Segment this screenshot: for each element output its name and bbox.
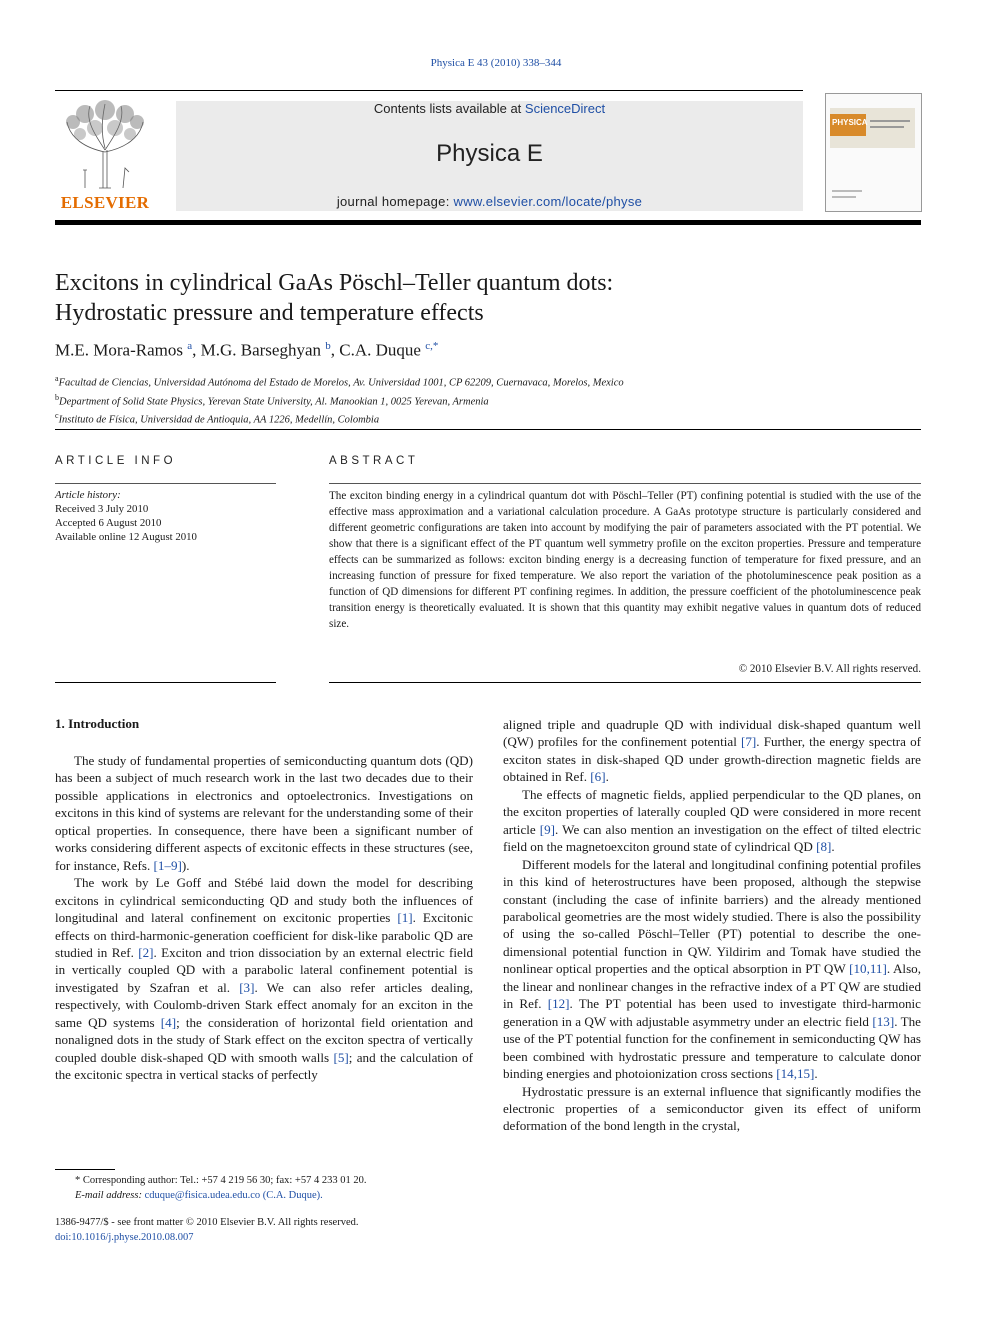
journal-name: Physica E xyxy=(436,140,543,167)
accepted-date: Accepted 6 August 2010 xyxy=(55,517,162,529)
reference-link[interactable]: [8] xyxy=(816,839,832,855)
journal-cover-thumbnail xyxy=(825,93,922,212)
article-title xyxy=(55,268,915,328)
paragraph-text: . The use of the PT potential function for the confinement in semiconducting QW has been combined with hydrostatic pressure and temperature to calculate donor binding energies and photoionization cross sections xyxy=(503,1013,921,1082)
body-column-left xyxy=(55,752,473,1084)
paragraph-text: . Excitonic effects on third-harmonic-generation coefficient for disk-like parabolic QD are studied in Ref. xyxy=(55,910,473,960)
body-paragraph xyxy=(55,874,473,1083)
paragraph-text: ; and the calculation of the excitonic spectra in vertical stacks of perfectly xyxy=(55,1049,474,1083)
history-label: Article history: xyxy=(55,489,121,501)
article-history xyxy=(55,488,276,544)
contents-prefix: Contents lists available at xyxy=(373,101,525,116)
paragraph-text: . The PT potential has been used to investigate third-harmonic generation in a QW with adjustable asymmetry under an electric field xyxy=(503,996,921,1029)
publisher-logo: ELSEVIER xyxy=(60,193,150,212)
paragraph-text: The work by Le Goff and Stébé laid down the model for describing excitons in cylindrical semiconducting QD and study both the influences of longitudinal and lateral confinement on excitonic properties xyxy=(55,875,473,926)
affiliation-item: $^c$Instituto de Física, Universidad de Antioquia, AA 1226, Medellín, Colombia xyxy=(55,411,380,426)
reference-link[interactable]: [9] xyxy=(539,821,556,837)
journal-citation[interactable]: Physica E 43 (2010) 338–344 xyxy=(430,57,562,69)
received-date: Received 3 July 2010 xyxy=(55,503,149,515)
header-rule xyxy=(55,90,803,91)
reference-link[interactable]: [10,11] xyxy=(849,961,887,977)
reference-link[interactable]: [12] xyxy=(547,996,570,1012)
reference-link[interactable]: [5] xyxy=(333,1049,349,1065)
paragraph-text: ). xyxy=(181,857,190,873)
homepage-prefix: journal homepage: xyxy=(336,194,454,209)
paragraph-text: Hydrostatic pressure is an external influence that significantly modifies the electronic properties of a semiconductor given its effect of uniform deformation of the bond length in the crystal, xyxy=(503,1083,921,1134)
title-line-2: Hydrostatic pressure and temperature effects xyxy=(55,300,484,326)
footnote-rule xyxy=(55,1169,115,1170)
affiliation-item: $^a$Facultad de Ciencias, Universidad Autónoma del Estado de Morelos, Av. Universidad 1001, CP 62209, Cuernavaca, Morelos, Mexico xyxy=(55,374,624,389)
paragraph-text: . xyxy=(814,1066,818,1082)
reference-link[interactable]: [1–9] xyxy=(153,857,182,873)
body-paragraph xyxy=(55,752,473,874)
email-label: E-mail address: xyxy=(75,1189,142,1201)
reference-link[interactable]: [3] xyxy=(239,979,255,995)
cover-title: PHYSICA xyxy=(832,118,868,127)
body-paragraph xyxy=(503,1083,921,1135)
online-date: Available online 12 August 2010 xyxy=(55,531,197,543)
title-line-1: Excitons in cylindrical GaAs Pöschl–Teller quantum dots: xyxy=(55,270,614,296)
reference-link[interactable]: [6] xyxy=(590,769,606,785)
paragraph-text: . xyxy=(605,769,609,785)
reference-link[interactable]: [2] xyxy=(138,944,154,960)
contents-line xyxy=(176,101,803,116)
reference-link[interactable]: [7] xyxy=(741,734,757,750)
email-link[interactable]: cduque@fisica.udea.edu.co (C.A. Duque). xyxy=(144,1189,323,1201)
abstract-rule xyxy=(329,483,921,484)
affiliation-marker[interactable]: c,* xyxy=(425,340,439,352)
abstract-text: The exciton binding energy in a cylindrical quantum dot with Pöschl–Teller (PT) confining potential is studied with the use of the effective mass approximation and a variational calculation procedure. A GaAs prototype structure is particularly considered and different geometric configurations are taken into account by modifying the pair of parameters associated with the PT potential. We show that there is a significant effect of the PT quantum well symmetry profile on the exciton properties. Pressure and temperature effects can be summarized as follows: exciton binding energy is a decreasing function of temperature for fixed pressure, and an increasing function of pressure for fixed temperature. We also report the variation of the photoluminescence peak position as a function of QD dimensions for different PT confining regimes. In addition, the pressure coefficient of the photoluminescence peak transition energy is theoretically evaluated. It is shown that this quantity may exhibit negative values in quantum dots of reduced size. xyxy=(329,490,921,630)
issn-line: 1386-9477/$ - see front matter © 2010 Elsevier B.V. All rights reserved. xyxy=(55,1217,359,1228)
sciencedirect-link[interactable]: ScienceDirect xyxy=(524,101,606,116)
info-rule xyxy=(55,483,276,484)
reference-link[interactable]: [14,15] xyxy=(776,1066,815,1082)
affiliation-marker[interactable]: a xyxy=(187,340,193,352)
section-heading-introduction: 1. Introduction xyxy=(55,716,140,731)
copyright-notice: © 2010 Elsevier B.V. All rights reserved. xyxy=(738,663,921,675)
front-matter-info xyxy=(55,1216,475,1245)
body-paragraph xyxy=(503,856,921,1083)
affiliation-item: $^b$Department of Solid State Physics, Yerevan State University, Al. Manookian 1, 0025 Yerevan, Armenia xyxy=(55,392,489,407)
affiliations xyxy=(55,372,915,428)
paragraph-text: The study of fundamental properties of semiconducting quantum dots (QD) has been a subject of much research work in the last two decades due to their possible applications in electronics and optoelectronics. Investigations on excitons in this kind of systems are relevant for the understanding some of their optical properties. In consequence, there have been a significant number of works considering different aspects of excitonic effects in these structures (see, for instance, Refs. xyxy=(55,753,473,873)
abstract-end-rule xyxy=(329,682,921,683)
author-name: M.E. Mora-Ramos xyxy=(55,340,183,360)
paragraph-text: . Exciton and trion dissociation by an external electric field in vertically coupled QD with a parabolic lateral confinement potential is investigated by Szafran et al. xyxy=(55,944,474,995)
footnote xyxy=(55,1174,475,1203)
info-end-rule xyxy=(55,682,276,683)
email-note xyxy=(55,1189,475,1204)
paragraph-text: Different models for the lateral and longitudinal confining potential profiles in this kind of heterostructures have been proposed, although the stepwise constant (including the case of infinite barriers) and the already mentioned parabolical geometries are the most widely studied. There is also the possibility of using the so-called Pöschl–Teller (PT) potential to describe the one-dimensional potential function in QW. Yildirim and Tomak have studied the nonlinear optical properties and the optical absorption in PT QW xyxy=(503,856,921,977)
homepage-line xyxy=(176,194,803,209)
abstract-heading: ABSTRACT xyxy=(329,455,419,467)
corresponding-author-note: * Corresponding author: Tel.: +57 4 219 56 30; fax: +57 4 233 01 20. xyxy=(75,1175,367,1186)
reference-link[interactable]: [1] xyxy=(397,910,413,926)
body-paragraph xyxy=(503,716,921,786)
paragraph-text: The effects of magnetic fields, applied perpendicular to the QD planes, on the exciton properties of laterally coupled QD were considered in more recent article xyxy=(503,786,921,837)
reference-link[interactable]: [13] xyxy=(872,1013,895,1029)
author-list: M.E. Mora-Ramos $^a$, M.G. Barseghyan $^b$, C.A. Duque $^{c,*}$ xyxy=(55,340,439,360)
paragraph-text: ; the consideration of horizontal field orientation and nonaligned dots in the study of Stark effect on the exciton spectra of vertically coupled double disk-shaped QD with smooth walls xyxy=(55,1014,473,1065)
paragraph-text: aligned triple and quadruple QD with individual disk-shaped quantum well (QW) profiles for the confinement potential xyxy=(503,717,921,750)
doi-link[interactable]: doi:10.1016/j.physe.2010.08.007 xyxy=(55,1231,194,1243)
author-name: C.A. Duque xyxy=(339,340,421,360)
paragraph-text: . Also, the linear and nonlinear changes in the refractive index of a PT QW are studied in Ref. xyxy=(503,961,921,1012)
paragraph-text: . We can also mention an investigation on the effect of tilted electric field on the magnetoexciton ground state of cylindrical QD xyxy=(503,821,921,855)
body-paragraph xyxy=(503,786,921,856)
reference-link[interactable]: [4] xyxy=(160,1014,177,1030)
paragraph-text: . Further, the energy spectra of exciton states in disk-shaped QD under growth-direction magnetic fields are obtained in Ref. xyxy=(503,734,921,785)
paragraph-text: . xyxy=(831,839,835,855)
homepage-link[interactable]: www.elsevier.com/locate/physe xyxy=(453,194,643,209)
body-column-right xyxy=(503,716,921,1135)
paragraph-text: . We can also refer articles dealing, respectively, with Coulomb-driven Stark effect anomaly for an exciton in the same QD systems xyxy=(55,979,473,1030)
author-name: M.G. Barseghyan xyxy=(200,340,322,360)
article-info-heading: ARTICLE INFO xyxy=(55,455,177,467)
header-thick-rule xyxy=(55,220,921,225)
section-rule xyxy=(55,429,921,430)
affiliation-marker[interactable]: b xyxy=(325,340,331,352)
